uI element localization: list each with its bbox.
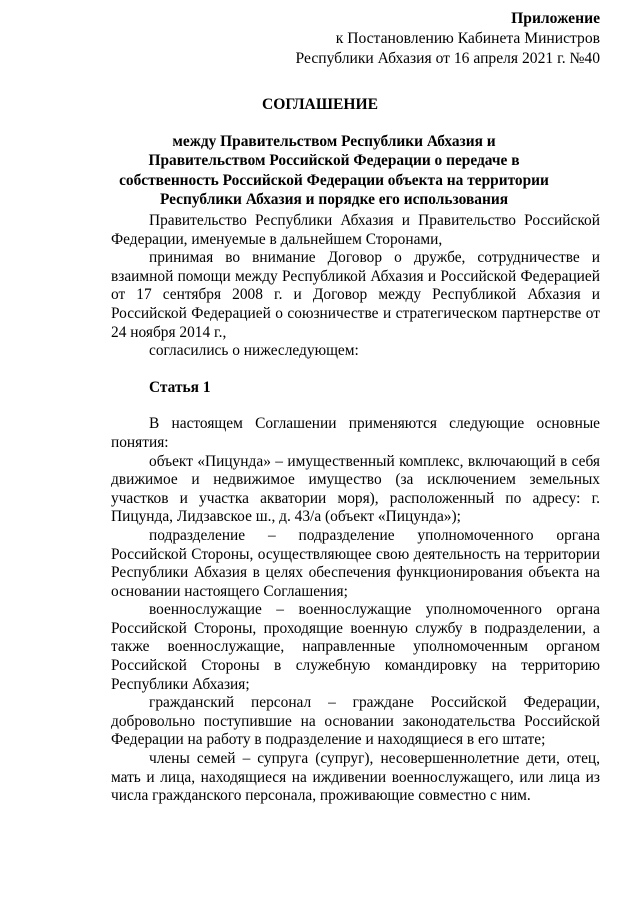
preamble-paragraph: согласились о нижеследующем:	[149, 342, 359, 360]
document-subtitle: между Правительством Республики Абхазия и Правительством Российской Федерации о передаче в собственность Российской Федерации объекта на территории Республики Абхазия и порядке его использования	[119, 133, 549, 209]
annex-header	[296, 9, 600, 69]
article-paragraph: объект «Пицунда» – имущественный комплекс, включающий в себя движимое и недвижимое имущество (за исключением земельных участков и участка акватории моря), расположенный по адресу: г. Пицунда, Лидзавское ш., д. 43/а (объект «Пицунда»);	[111, 452, 600, 526]
preamble-paragraph: Правительство Республики Абхазия и Правительство Российской Федерации, именуемые в дальнейшем Сторонами,	[111, 212, 600, 248]
preamble-paragraph: принимая во внимание Договор о дружбе, сотрудничестве и взаимной помощи между Республикой Абхазия и Российской Федерацией от 17 сентября 2008 г. и Договор между Республикой Абхазия и Российской Федерацией о союзничестве и стратегическом партнерстве от 24 ноября 2014 г.,	[111, 249, 600, 341]
article-paragraph: военнослужащие – военнослужащие уполномоченного органа Российской Стороны, проходящие военную службу в подразделении, а также военнослужащие, направленные уполномоченным органом Российской Стороны в служебную командировку на территорию Республики Абхазия;	[111, 601, 600, 693]
annex-line-2: Республики Абхазия от 16 апреля 2021 г. №40	[295, 50, 600, 67]
annex-title: Приложение	[511, 10, 600, 27]
article-paragraph: подразделение – подразделение уполномоченного органа Российской Стороны, осуществляющее свою деятельность на территории Республики Абхазия в целях обеспечения функционирования объекта на основании настоящего Соглашения;	[111, 526, 600, 600]
article-paragraph: В настоящем Соглашении применяются следующие основные понятия:	[111, 415, 600, 451]
article-paragraph: гражданский персонал – граждане Российской Федерации, добровольно поступившие на основании законодательства Российской Федерации на работу в подразделение и находящиеся в его штате;	[111, 694, 600, 749]
annex-line-1: к Постановлению Кабинета Министров	[335, 30, 600, 47]
document-title: СОГЛАШЕНИЕ	[261, 96, 379, 113]
article-heading: Статья 1	[149, 378, 211, 396]
article-paragraph: члены семей – супруга (супруг), несовершеннолетние дети, отец, мать и лица, находящиеся на иждивении военнослужащего, или лица из числа гражданского персонала, проживающие совместно с ним.	[111, 750, 600, 805]
document-body	[111, 212, 600, 806]
